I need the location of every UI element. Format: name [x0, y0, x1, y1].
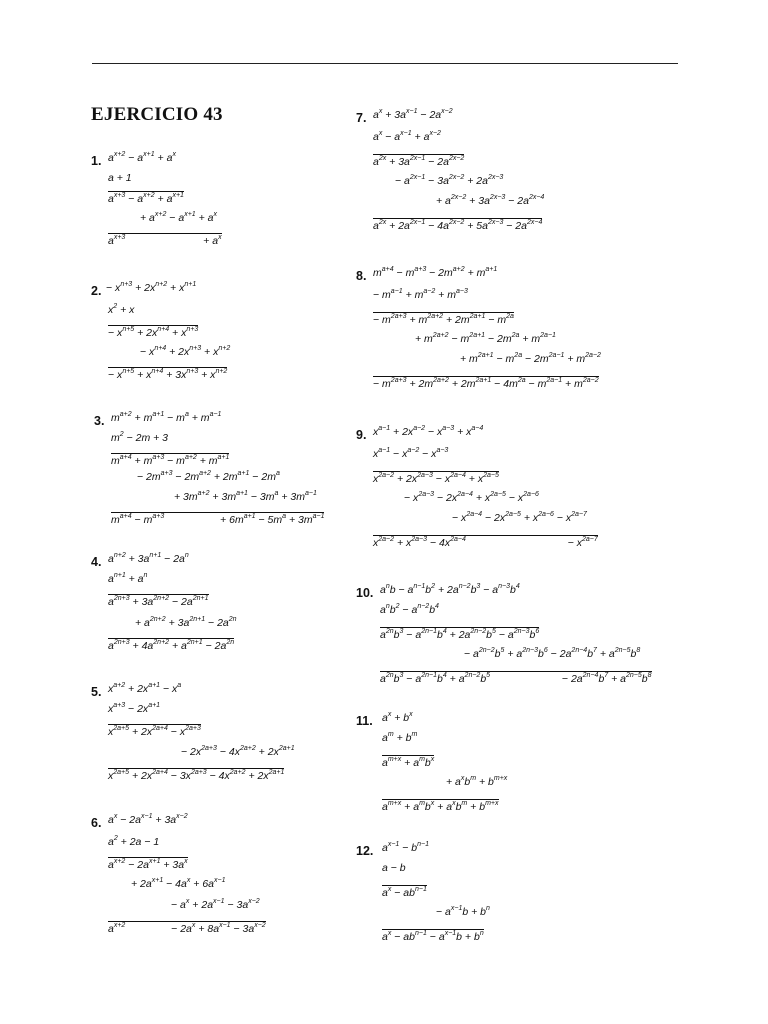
exercise-5 — [91, 684, 351, 784]
exercise-number: 7. — [356, 111, 367, 125]
exercise-6 — [91, 815, 351, 935]
expression-line: $m^{a+2} + m^{a+1} - m^a + m^{a-1}$ — [111, 411, 222, 424]
exercise-number: 8. — [356, 269, 367, 283]
expression-line: $x^{2a+5} + 2x^{2a+4} - 3x^{2a+3} - 4x^{2a+2} + 2x^{2a+1}$ — [108, 769, 285, 782]
top-rule — [92, 63, 678, 64]
expression-line: − $x^{n+5} + 2x^{n+4} + x^{n+3}$ — [108, 326, 199, 339]
exercise-9 — [356, 427, 676, 552]
expression-line: $x^{a-1} + 2x^{a-2} - x^{a-3} + x^{a-4}$ — [373, 425, 484, 438]
expression-line: − $m^{2a+3} + 2m^{2a+2} + 2m^{2a+1} - 4m^{2a} - m^{2a-1} + m^{2a-2}$ — [373, 377, 599, 390]
expression-line: $a^{m+x} + a^mb^x + a^xb^m + b^{m+x}$ — [382, 800, 499, 813]
exercise-number: 11. — [356, 714, 373, 728]
exercise-11 — [356, 713, 676, 813]
expression-line: a + 1 — [108, 172, 132, 184]
exercise-number: 5. — [91, 685, 102, 699]
expression-line: + $a^{2n+2} + 3a^{2n+1} - 2a^{2n}$ — [135, 616, 237, 629]
expression-line: − $x^{2a-4} - 2x^{2a-5} + x^{2a-6} - x^{2a-7}$ — [452, 511, 587, 524]
exercise-12 — [356, 843, 676, 943]
expression-line: $x^{a+3} - 2x^{a+1}$ — [108, 702, 161, 715]
expression-line: $m^2 - 2m + 3$ — [111, 431, 169, 444]
expression-line: $a^nb^2 - a^{n-2}b^4$ — [380, 603, 439, 616]
expression-line: − $a^{2n-2}b^5 + a^{2n-3}b^6 - 2a^{2n-4}b^7 + a^{2n-5}b^8$ — [464, 647, 641, 660]
expression-line: $a^{n+2} + 3a^{n+1} - 2a^n$ — [108, 552, 189, 565]
exercise-4 — [91, 554, 351, 654]
expression-line: $a^{2n}b^3 - a^{2n-1}b^4 + a^{2n-2}b^5 - 2a^{2n-4}b^7 + a^{2n-5}b^8$ — [380, 672, 652, 685]
exercise-number: 10. — [356, 586, 374, 600]
expression-line: $x^2 + x$ — [108, 303, 135, 316]
exercise-number: 9. — [356, 428, 367, 442]
expression-line: $a^x + 3a^{x-1} - 2a^{x-2}$ — [373, 108, 453, 121]
expression-line: $a^x - ab^{n-1} - a^{x-1}b + b^n$ — [382, 930, 484, 943]
expression-line: $x^{2a+5} + 2x^{2a+4} - x^{2a+3}$ — [108, 725, 201, 738]
expression-line: $a^{m+x} + a^mb^x$ — [382, 756, 435, 769]
exercise-number: 4. — [91, 555, 102, 569]
exercise-number: 12. — [356, 844, 374, 858]
exercise-1 — [91, 153, 351, 253]
expression-line: − $x^{n+5} + x^{n+4} + 3x^{n+3} + x^{n+2}$ — [108, 368, 228, 381]
expression-line: $a^2 + 2a - 1$ — [108, 835, 160, 848]
expression-line: − $a^{2x-1} - 3a^{2x-2} + 2a^{2x-3}$ — [395, 174, 504, 187]
expression-line: − $m^{a-1} + m^{a-2} + m^{a-3}$ — [373, 288, 468, 301]
exercise-8 — [356, 268, 676, 393]
exercise-number: 1. — [91, 154, 102, 168]
expression-line: a − b — [382, 862, 406, 874]
exercise-2 — [91, 283, 351, 383]
expression-line: $m^{a+4} + m^{a+3} - m^{a+2} + m^{a+1}$ — [111, 454, 230, 467]
expression-line: $x^{a-1} - x^{a-2} - x^{a-3}$ — [373, 447, 449, 460]
expression-line: $a^{2n}b^3 - a^{2n-1}b^4 + 2a^{2n-2}b^5 - a^{2n-3}b^6$ — [380, 628, 540, 641]
expression-line: $a^{n+1} + a^n$ — [108, 572, 148, 585]
expression-line: $a^x - ab^{n-1}$ — [382, 886, 427, 899]
expression-line: + $a^{x+2} - a^{x+1} + a^x$ — [140, 211, 217, 224]
expression-line: + $a^{2x-2} + 3a^{2x-3} - 2a^{2x-4}$ — [436, 194, 545, 207]
exercise-7 — [356, 110, 676, 235]
expression-line: − $x^{2a-3} - 2x^{2a-4} + x^{2a-5} - x^{2a-6}$ — [404, 491, 539, 504]
expression-line: − $x^{n+3} + 2x^{n+2} + x^{n+1}$ — [106, 281, 197, 294]
exercise-3 — [94, 413, 354, 533]
expression-line: $a^{x+2} - 2a^{x+1} + 3a^x$ — [108, 858, 188, 871]
expression-line: $a^x - a^{x-1} + a^{x-2}$ — [373, 130, 441, 143]
exercise-number: 2. — [91, 284, 102, 298]
expression-line: − $a^x + 2a^{x-1} - 3a^{x-2}$ — [171, 898, 260, 911]
exercise-10 — [356, 585, 686, 690]
expression-line: $a^nb - a^{n-1}b^2 + 2a^{n-2}b^3 - a^{n-3}b^4$ — [380, 583, 520, 596]
expression-line: $a^x - 2a^{x-1} + 3a^{x-2}$ — [108, 813, 188, 826]
expression-line: + $m^{2a+2} - m^{2a+1} - 2m^{2a} + m^{2a-1}$ — [415, 332, 556, 345]
expression-line: $x^{2a-2} + 2x^{2a-3} - x^{2a-4} + x^{2a-5}$ — [373, 472, 499, 485]
expression-line: $x^{2a-2} + x^{2a-3} - 4x^{2a-4} - x^{2a-7}$ — [373, 536, 598, 549]
expression-line: $m^{a+4} - m^{a+3} + 6m^{a+1} - 5m^a + 3m^{a-1}$ — [111, 513, 325, 526]
expression-line: $a^{2x} + 3a^{2x-1} - 2a^{2x-2}$ — [373, 155, 465, 168]
expression-line: + $m^{2a+1} - m^{2a} - 2m^{2a-1} + m^{2a-2}$ — [460, 352, 601, 365]
page-title: EJERCICIO 43 — [91, 104, 223, 125]
exercise-number: 6. — [91, 816, 102, 830]
expression-line: $a^m + b^m$ — [382, 731, 418, 744]
expression-line: + $a^xb^m + b^{m+x}$ — [446, 775, 508, 788]
expression-line: $a^{x+3} + a^x$ — [108, 234, 222, 247]
expression-line: $a^{2n+3} + 3a^{2n+2} - 2a^{2n+1}$ — [108, 595, 209, 608]
expression-line: $m^{a+4} - m^{a+3} - 2m^{a+2} + m^{a+1}$ — [373, 266, 498, 279]
expression-line: $x^{a+2} + 2x^{a+1} - x^a$ — [108, 682, 182, 695]
expression-line: − $m^{2a+3} + m^{2a+2} + 2m^{2a+1} - m^{2a}$ — [373, 313, 514, 326]
expression-line: − $2m^{a+3} - 2m^{a+2} + 2m^{a+1} - 2m^a$ — [137, 470, 280, 483]
expression-line: − $2x^{2a+3} - 4x^{2a+2} + 2x^{2a+1}$ — [181, 745, 295, 758]
expression-line: $a^{x-1} - b^{n-1}$ — [382, 841, 430, 854]
expression-line: $a^{2x} + 2a^{2x-1} - 4a^{2x-2} + 5a^{2x-3} - 2a^{2x-4}$ — [373, 219, 543, 232]
expression-line: $a^{x+2} - a^{x+1} + a^x$ — [108, 151, 176, 164]
expression-line: − $x^{n+4} + 2x^{n+3} + x^{n+2}$ — [140, 345, 231, 358]
expression-line: + $3m^{a+2} + 3m^{a+1} - 3m^a + 3m^{a-1}$ — [174, 490, 317, 503]
expression-line: − $a^{x-1}b + b^n$ — [436, 905, 490, 918]
expression-line: $a^{x+3} - a^{x+2} + a^{x+1}$ — [108, 192, 184, 205]
expression-line: $a^{x+2} - 2a^x + 8a^{x-1} - 3a^{x-2}$ — [108, 922, 266, 935]
expression-line: + $2a^{x+1} - 4a^x + 6a^{x-1}$ — [131, 877, 226, 890]
expression-line: $a^x + b^x$ — [382, 711, 413, 724]
expression-line: $a^{2n+3} + 4a^{2n+2} + a^{2n+1} - 2a^{2n}$ — [108, 639, 235, 652]
exercise-number: 3. — [94, 414, 105, 428]
